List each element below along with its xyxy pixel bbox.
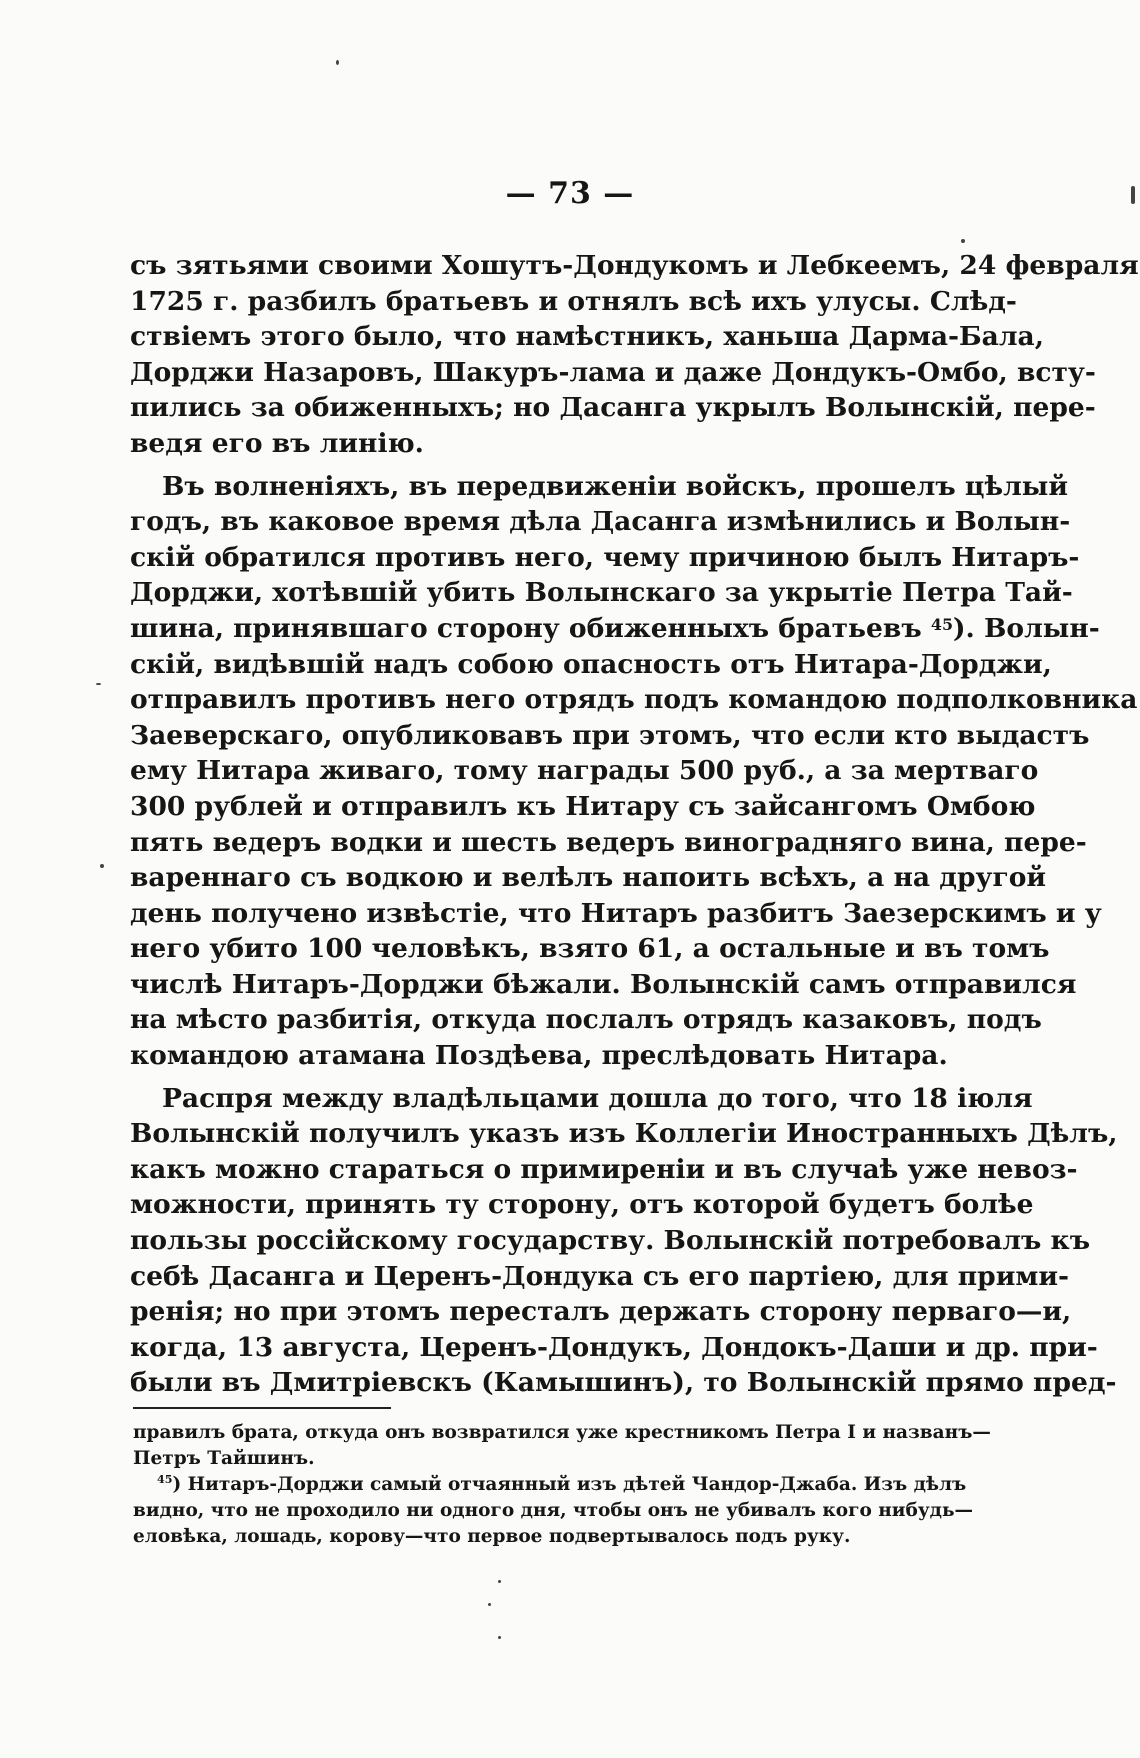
- text-line: скій, видѣвшій надъ собою опасность отъ Нитара-Дорджи,: [130, 648, 1052, 680]
- text-line: Въ волненіяхъ, въ передвиженіи войскъ, прошелъ цѣлый: [162, 470, 1068, 502]
- page-number: — 73 —: [505, 176, 635, 211]
- text-line: пились за обиженныхъ; но Дасанга укрылъ Волынскій, пере-: [130, 392, 1096, 424]
- scan-speck: [498, 1580, 501, 1583]
- scan-speck: [336, 60, 339, 65]
- text-line: Заеверскаго, опубликовавъ при этомъ, что если кто выдастъ: [130, 719, 1090, 751]
- text-line: себѣ Дасанга и Церенъ-Дондука съ его партіею, для прими-: [130, 1260, 1070, 1292]
- text-line: пять ведеръ водки и шесть ведеръ виноградняго вина, пере-: [130, 826, 1087, 858]
- scan-speck: [498, 1636, 501, 1639]
- text-line: когда, 13 августа, Церенъ-Дондукъ, Дондокъ-Даши и др. при-: [130, 1331, 1098, 1363]
- text-line: ему Нитара живаго, тому награды 500 руб., а за мертваго: [130, 755, 1039, 787]
- text-line: вареннаго съ водкою и велѣлъ напоить всѣхъ, а на другой: [130, 862, 1047, 894]
- footnote-marker-45: 45: [157, 1473, 173, 1486]
- paragraph-2: [130, 469, 1138, 1074]
- text-line: съ зятьями своими Хошутъ-Дондукомъ и Лебкеемъ, 24 февраля: [130, 250, 1139, 281]
- text-line: командою атамана Поздѣева, преслѣдовать Нитара.: [130, 1040, 948, 1072]
- text-segment: ). Волын-: [953, 612, 1100, 644]
- footnote-line: видно, что не проходило ни одного дня, чтобы онъ не убивалъ кого нибудь—: [133, 1500, 974, 1521]
- footnote-text: ) Нитаръ-Дорджи самый отчаянный изъ дѣтей Чандор-Джаба. Изъ дѣлъ: [172, 1474, 967, 1495]
- footnotes: [133, 1420, 991, 1550]
- text-line: ренія; но при этомъ пересталъ держать сторону перваго—и,: [130, 1296, 1072, 1328]
- scan-speck: [961, 239, 965, 243]
- text-line: Волынскій получилъ указъ изъ Коллегіи Иностранныхъ Дѣлъ,: [130, 1118, 1118, 1150]
- text-line: 1725 г. разбилъ братьевъ и отнялъ всѣ ихъ улусы. Слѣд-: [130, 285, 1017, 317]
- text-line: отправилъ противъ него отрядъ подъ командою подполковника: [130, 684, 1138, 716]
- text-line: Распря между владѣльцами дошла до того, что 18 іюля: [162, 1082, 1033, 1114]
- text-line: 300 рублей и отправилъ къ Нитару съ зайсангомъ Омбою: [130, 790, 1036, 822]
- text-line: можности, принять ту сторону, отъ которой будетъ болѣе: [130, 1189, 1034, 1221]
- text-line: Дорджи, хотѣвшій убить Волынскаго за укрытіе Петра Тай-: [130, 577, 1073, 609]
- text-line-with-footnote-ref: [130, 611, 1100, 647]
- footnote-divider: [133, 1407, 391, 1409]
- text-line: на мѣсто разбитія, откуда послалъ отрядъ казаковъ, подъ: [130, 1004, 1042, 1036]
- text-line: были въ Дмитріевскъ (Камышинъ), то Волынскій прямо пред-: [130, 1367, 1117, 1399]
- footnote-continuation-line: Петръ Тайшинъ.: [133, 1448, 315, 1469]
- main-text: [130, 248, 1139, 1401]
- text-line: день получено извѣстіе, что Нитаръ разбитъ Заезерскимъ и у: [130, 897, 1102, 929]
- paragraph-1: [130, 248, 1139, 462]
- paragraph-3: [130, 1081, 1118, 1401]
- scan-speck: [488, 1603, 491, 1606]
- text-line: пользы россійскому государству. Волынскій потребовалъ къ: [130, 1225, 1091, 1257]
- text-line: скій обратился противъ него, чему причиною былъ Нитаръ-: [130, 541, 1080, 573]
- scan-speck: [100, 864, 104, 868]
- scan-speck: [96, 683, 101, 685]
- footnote-continuation-line: правилъ брата, откуда онъ возвратился уже крестникомъ Петра I и названъ—: [133, 1422, 991, 1443]
- text-line: годъ, въ каковое время дѣла Дасанга измѣнились и Волын-: [130, 506, 1071, 538]
- text-segment: шина, принявшаго сторону обиженныхъ братьевъ: [130, 612, 922, 644]
- text-line: ствіемъ этого было, что намѣстникъ, ханьша Дарма-Бала,: [130, 321, 1044, 353]
- text-line: Дорджи Назаровъ, Шакуръ-лама и даже Дондукъ-Омбо, всту-: [130, 356, 1096, 388]
- scan-speck: [1131, 186, 1135, 204]
- text-line: него убито 100 человѣкъ, взято 61, а остальные и въ томъ: [130, 933, 1050, 965]
- footnote-45-line: [133, 1472, 967, 1498]
- footnote-ref-45: 45: [930, 614, 954, 634]
- text-line: числѣ Нитаръ-Дорджи бѣжали. Волынскій самъ отправился: [130, 968, 1077, 1000]
- text-line: какъ можно стараться о примиреніи и въ случаѣ уже невоз-: [130, 1153, 1078, 1185]
- footnote-line: еловѣка, лошадь, корову—что первое подвертывалось подъ руку.: [133, 1526, 851, 1547]
- text-line: ведя его въ линію.: [130, 427, 424, 459]
